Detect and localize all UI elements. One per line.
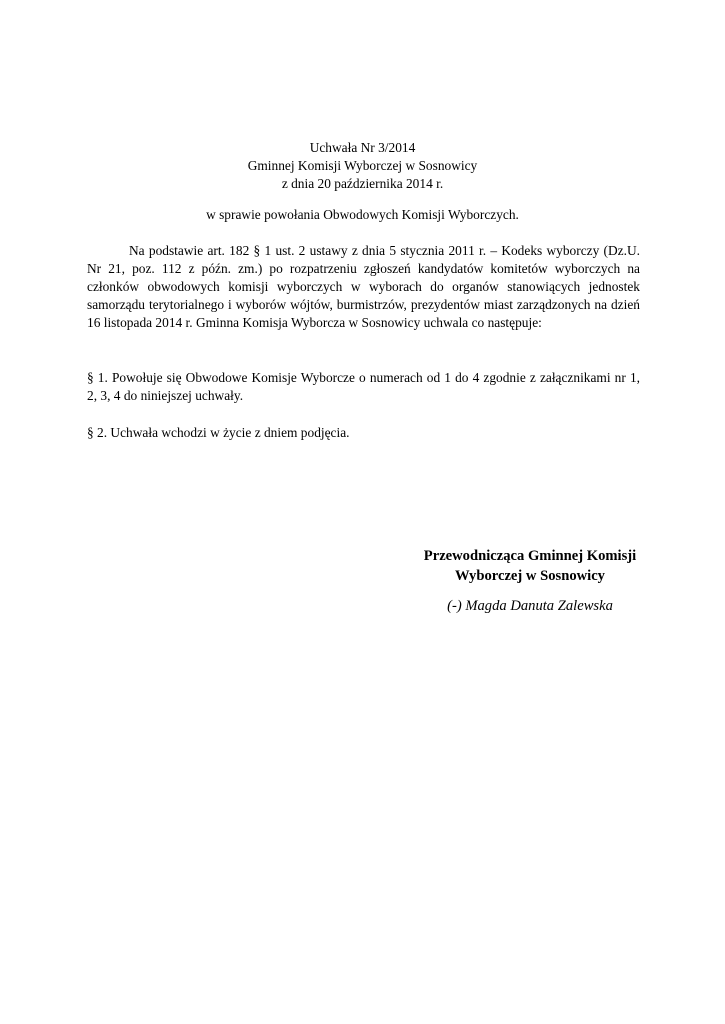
preamble-line: członków obwodowych komisji wyborczych w wyborach do organów stanowiących jednostek xyxy=(87,279,640,294)
signatory-name: (-) Magda Danuta Zalewska xyxy=(447,598,613,614)
section-1-paragraph xyxy=(87,369,640,405)
preamble-line: 16 listopada 2014 r. Gminna Komisja Wyborcza w Sosnowicy uchwala co następuje: xyxy=(87,315,542,330)
preamble-line: Na podstawie art. 182 § 1 ust. 2 ustawy z dnia 5 stycznia 2011 r. – Kodeks wyborczy (Dz.U. xyxy=(129,243,640,258)
resolution-date: z dnia 20 października 2014 r. xyxy=(281,176,444,191)
issuing-body: Gminnej Komisji Wyborczej w Sosnowicy xyxy=(247,158,478,173)
signatory-title-line2: Wyborczej w Sosnowicy xyxy=(455,568,605,584)
section-2-paragraph: § 2. Uchwała wchodzi w życie z dniem podjęcia. xyxy=(87,425,350,440)
resolution-subject: w sprawie powołania Obwodowych Komisji Wyborczych. xyxy=(206,207,519,222)
resolution-header xyxy=(0,139,725,193)
preamble-line: samorządu terytorialnego i wyborów wójtów, burmistrzów, prezydentów miast zarządzonych na dzień xyxy=(87,297,640,312)
signature-block xyxy=(400,546,660,616)
preamble-paragraph xyxy=(87,242,640,332)
preamble-line: Nr 21, poz. 112 z późn. zm.) po rozpatrzeniu zgłoszeń kandydatów komitetów wyborczych na xyxy=(87,261,640,276)
section-1-line: § 1. Powołuje się Obwodowe Komisje Wyborcze o numerach od 1 do 4 zgodnie z załącznikami nr 1, xyxy=(87,370,640,385)
section-1-line: 2, 3, 4 do niniejszej uchwały. xyxy=(87,388,244,403)
resolution-number: Uchwała Nr 3/2014 xyxy=(309,140,416,155)
signatory-title-line1: Przewodnicząca Gminnej Komisji xyxy=(423,548,637,564)
